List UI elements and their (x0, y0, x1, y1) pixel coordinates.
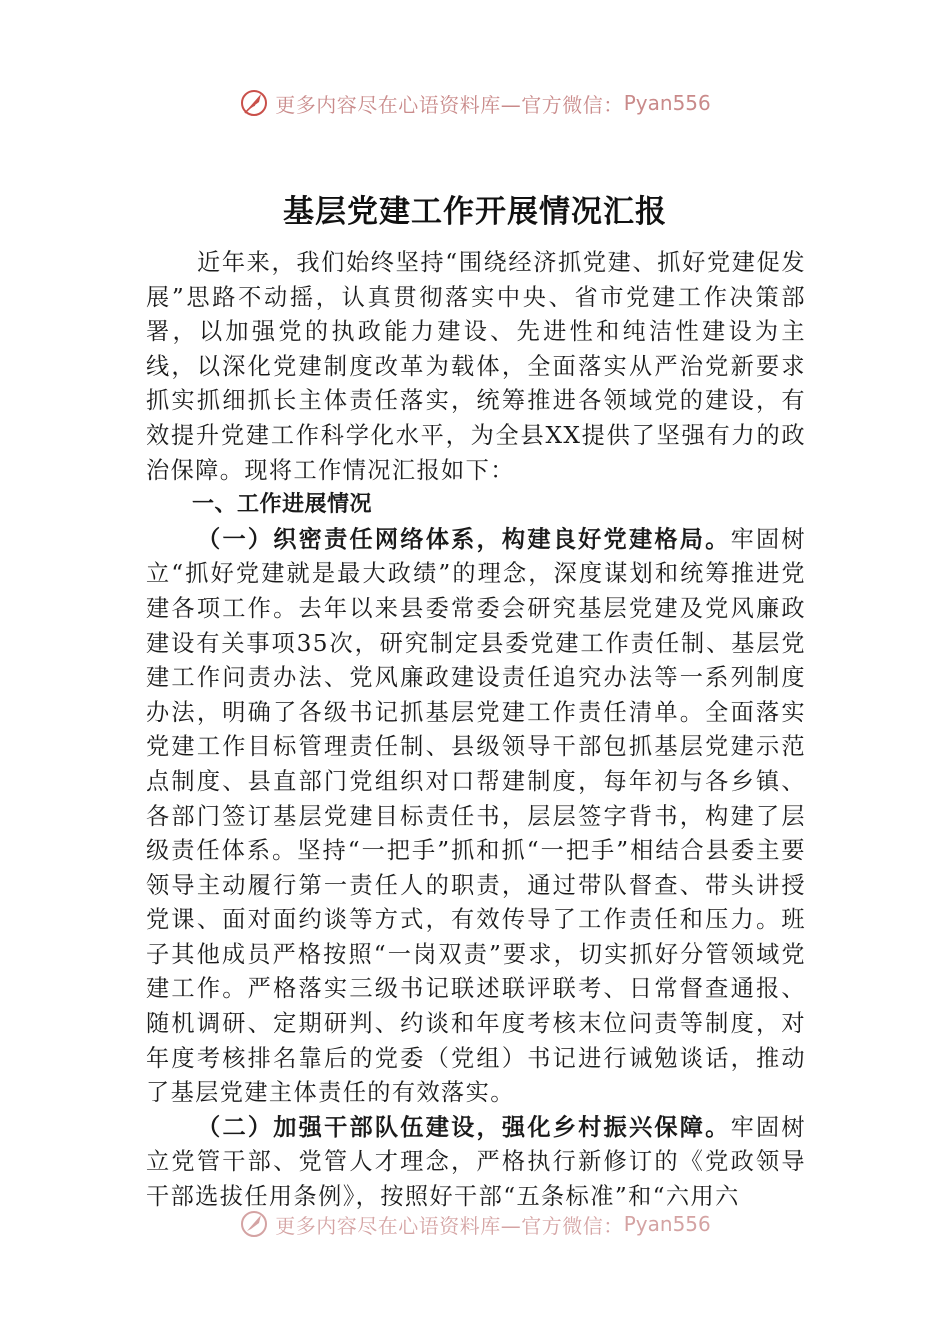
paragraph-2-body: 牢固树立党管干部、党管人才理念，严格执行新修订的《党政领导干部选拔任用条例》，按照好干部“五条标准”和“六用六 (146, 1113, 806, 1211)
watermark-account: Pyan556 (623, 91, 711, 115)
section-heading: 一、工作进展情况 (192, 492, 373, 518)
quill-logo-icon (239, 88, 269, 118)
paragraph-2-lead: （二）加强干部队伍建设，强化乡村振兴保障。 (197, 1113, 731, 1141)
footer-watermark (0, 1207, 950, 1241)
document-title: 基层党建工作开展情况汇报 (283, 194, 667, 230)
intro-paragraph: 近年来，我们始终坚持“围绕经济抓党建、抓好党建促发展”思路不动摇，认真贯彻落实中央、省市党建工作决策部署，以加强党的执政能力建设、先进性和纯洁性建设为主线，以深化党建制度改革为载体，全面落实从严治党新要求抓实抓细抓长主体责任落实，统筹推进各领域党的建设，有效提升党建工作科学化水平，为全县XX提供了坚强有力的政治保障。现将工作情况汇报如下： (146, 249, 806, 484)
footer-watermark-text: 更多内容尽在心语资料库—官方微信： (275, 1213, 624, 1238)
header-watermark (0, 84, 950, 122)
paragraph-1-lead: （一）织密责任网络体系，构建良好党建格局。 (197, 525, 731, 553)
paragraph-2 (146, 1111, 806, 1215)
document-body (146, 246, 806, 1215)
footer-watermark-account: Pyan556 (623, 1212, 711, 1236)
paragraph-1-body: 牢固树立“抓好党建就是最大政绩”的理念，深度谋划和统筹推进党建各项工作。去年以来县委常委会研究基层党建及党风廉政建设有关事项35次，研究制定县委党建工作责任制、基层党建工作问责办法、党风廉政建设责任追究办法等一系列制度办法，明确了各级书记抓基层党建工作责任清单。全面落实党建工作目标管理责任制、县级领导干部包抓基层党建示范点制度、县直部门党组织对口帮建制度，每年初与各乡镇、各部门签订基层党建目标责任书，层层签字背书，构建了层级责任体系。坚持“一把手”抓和抓“一把手”相结合县委主要领导主动履行第一责任人的职责，通过带队督查、带头讲授党课、面对面约谈等方式，有效传导了工作责任和压力。班子其他成员严格按照“一岗双责”要求，切实抓好分管领域党建工作。严格落实三级书记联述联评联考、日常督查通报、随机调研、定期研判、约谈和年度考核末位问责等制度，对年度考核排名靠后的党委（党组）书记进行诫勉谈话，推动了基层党建主体责任的有效落实。 (146, 525, 806, 1107)
paragraph-1 (146, 523, 806, 1111)
quill-logo-icon (239, 1209, 269, 1239)
watermark-text: 更多内容尽在心语资料库—官方微信： (275, 92, 624, 117)
